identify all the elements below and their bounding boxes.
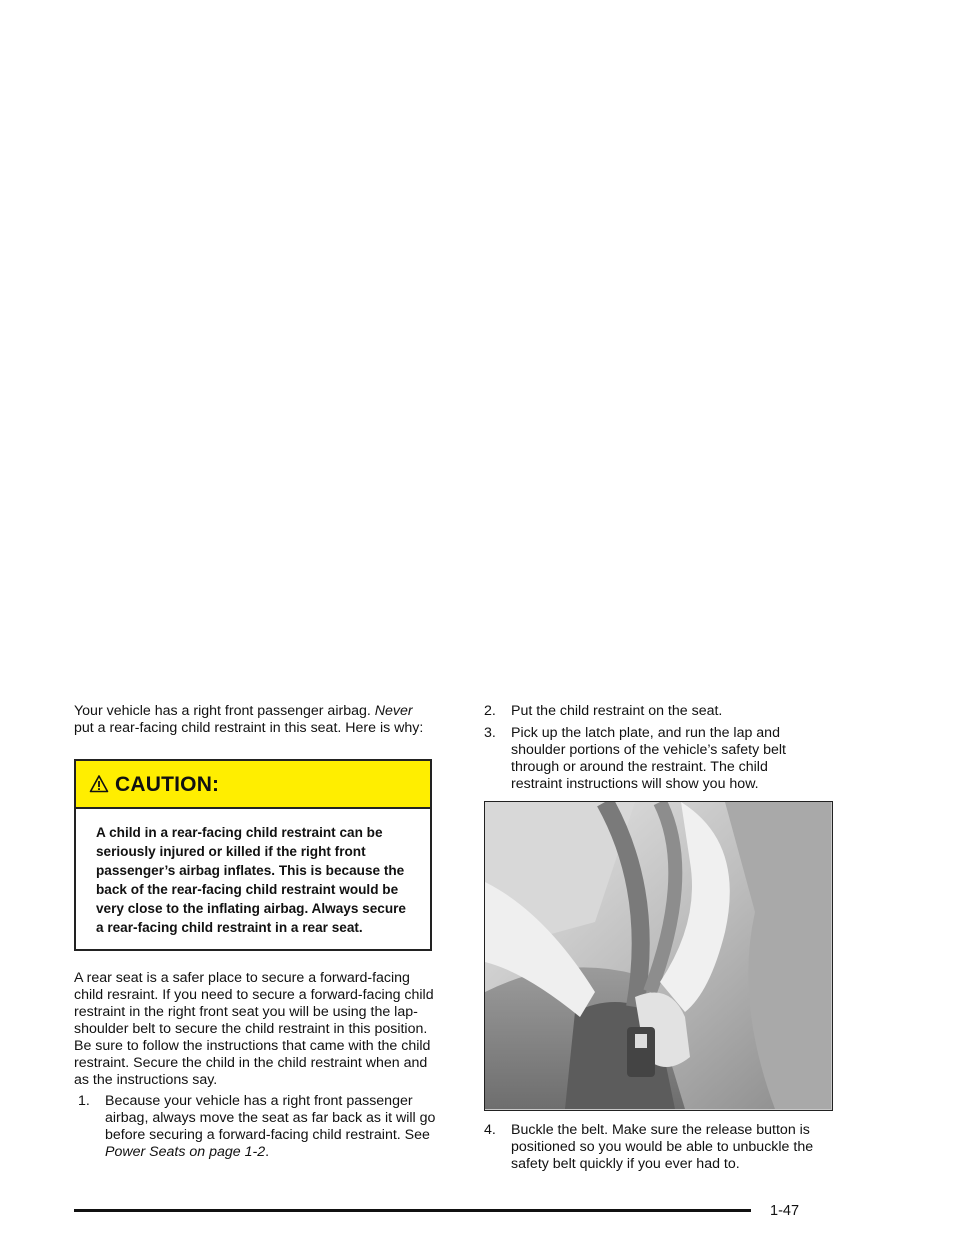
step-1 bbox=[78, 1093, 436, 1161]
warning-triangle-icon bbox=[89, 774, 109, 794]
caution-box bbox=[74, 759, 432, 951]
right-column bbox=[484, 703, 819, 1178]
intro-paragraph: Your vehicle has a right front passenger airbag. Never put a rear-facing child restraint in this seat. Here is why: bbox=[74, 703, 424, 736]
step-3 bbox=[484, 725, 819, 793]
step-number: 2. bbox=[484, 703, 496, 719]
step-text: Buckle the belt. Make sure the release button is positioned so you would be able to unbuckle the safety belt quickly if you ever had to. bbox=[511, 1122, 814, 1172]
caution-header bbox=[76, 761, 430, 809]
step-text: Pick up the latch plate, and run the lap and shoulder portions of the vehicle’s safety belt through or around the restraint. The child restraint instructions will show you how. bbox=[511, 725, 786, 792]
caution-text: A child in a rear-facing child restraint can be seriously injured or killed if the right front passenger’s airbag inflates. This is because the back of the rear-facing child restraint would be very close to the inflating airbag. Always secure a rear-facing child restraint in a rear seat. bbox=[96, 825, 406, 935]
step-4 bbox=[484, 1122, 819, 1173]
page-number: 1-47 bbox=[770, 1203, 800, 1219]
step-2 bbox=[484, 703, 819, 720]
caution-title: CAUTION: bbox=[115, 772, 220, 796]
step-number: 3. bbox=[484, 725, 496, 741]
power-seats-reference-link[interactable]: Power Seats on page 1-2 bbox=[105, 1144, 266, 1160]
step-number: 4. bbox=[484, 1122, 496, 1138]
step-number: 1. bbox=[78, 1093, 90, 1109]
left-column bbox=[74, 703, 436, 1161]
buckle-photo bbox=[484, 801, 833, 1111]
step-text: Put the child restraint on the seat. bbox=[511, 703, 723, 719]
buckle-illustration bbox=[485, 802, 831, 1109]
step-text: Because your vehicle has a right front passenger airbag, always move the seat as far back as it will go before securing a forward-facing child restraint. See Power Seats on page 1-2. bbox=[105, 1093, 436, 1160]
footer-rule bbox=[74, 1209, 751, 1212]
intro-emphasis: Never bbox=[374, 703, 413, 719]
forward-facing-paragraph: A rear seat is a safer place to secure a forward-facing child resraint. If you need to secure a forward-facing child restraint in the right front seat you will be using the lap-shoulder belt to secure the child restraint in this position. Be sure to follow the instructions that came with the child restraint. Secure the child in the child restraint when and as the instructions say. bbox=[74, 970, 434, 1088]
